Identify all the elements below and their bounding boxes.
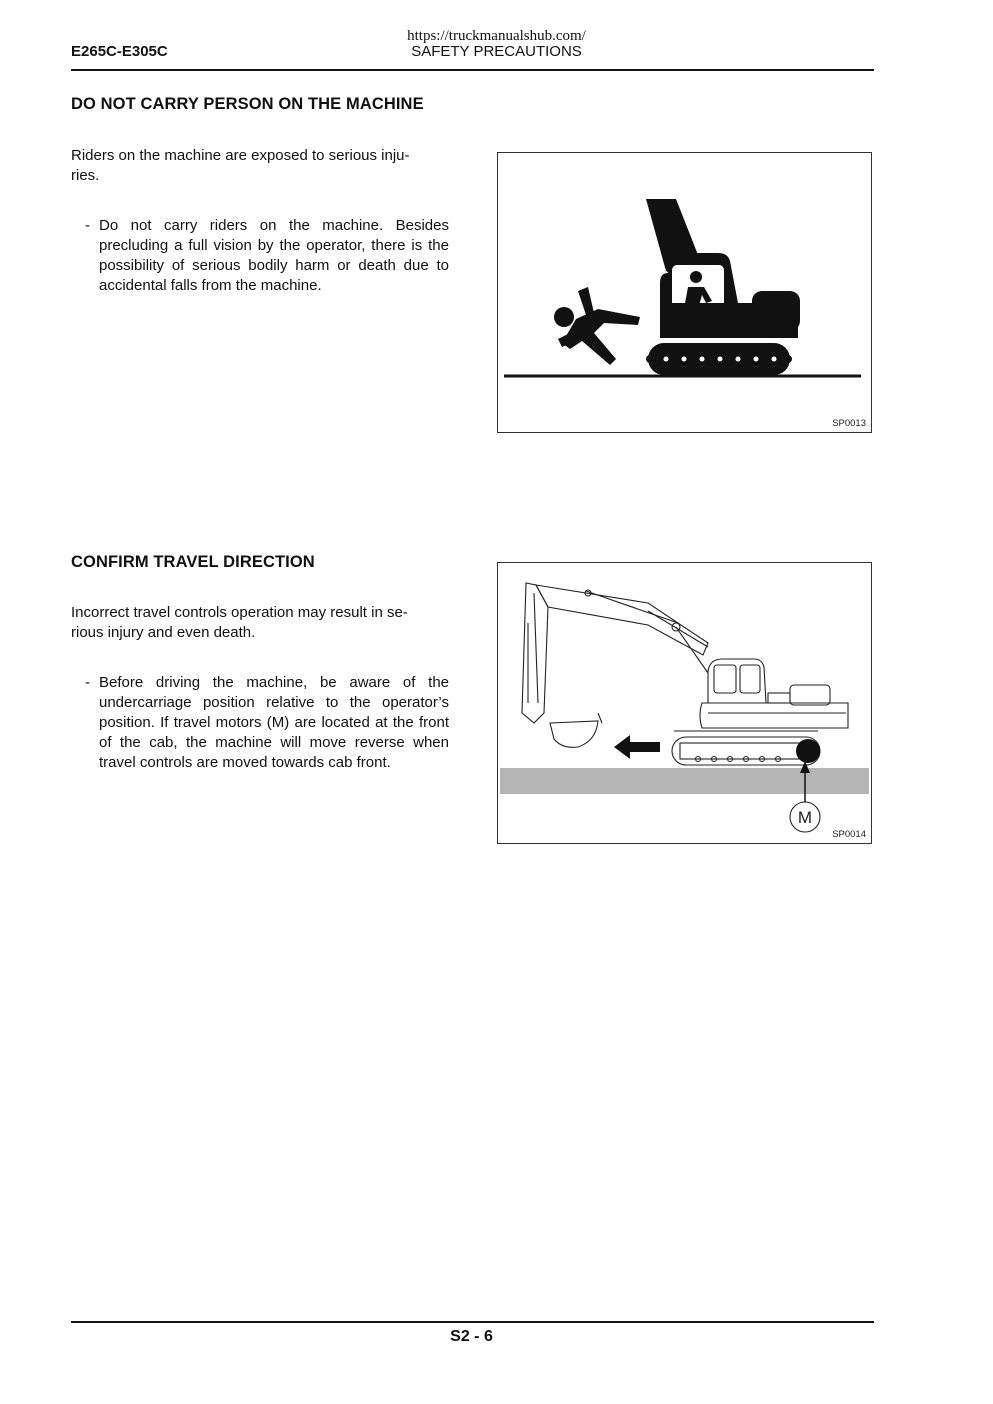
bullet-text: Do not carry riders on the machine. Besides precluding a full vision by the operator, there is the possibility of serious bodily harm or death due to accidental falls from the machine. (99, 217, 449, 294)
bullet-text: Before driving the machine, be aware of the undercarriage position relative to the operator’s position. If travel motors (M) are located at the front of the cab, the machine will move reverse when travel controls are moved towards cab front. (99, 674, 449, 771)
motor-label: M (797, 808, 813, 827)
page-number: S2 - 6 (450, 1328, 493, 1345)
source-url: https://truckmanualshub.com/ (407, 28, 586, 44)
bullet-dash: - (85, 674, 90, 691)
section-heading-travel: CONFIRM TRAVEL DIRECTION (71, 553, 315, 571)
section-intro-riders: Riders on the machine are exposed to serious inju- ries. (71, 147, 410, 184)
figure-no-riders (497, 152, 872, 433)
bullet-dash: - (85, 217, 90, 234)
bullet-item-travel (85, 673, 449, 773)
model-code: E265C-E305C (71, 43, 168, 60)
figure-code: SP0013 (832, 418, 866, 429)
figure-travel-direction (497, 562, 872, 844)
excavator-travel-illustration (498, 563, 871, 843)
excavator-fall-illustration (498, 153, 871, 432)
header-rule (71, 69, 874, 71)
bullet-item-riders (85, 216, 449, 296)
section-intro-travel: Incorrect travel controls operation may result in se- rious injury and even death. (71, 604, 408, 641)
figure-code: SP0014 (832, 829, 866, 840)
footer-rule (71, 1321, 874, 1323)
section-heading-riders: DO NOT CARRY PERSON ON THE MACHINE (71, 95, 424, 113)
header-section-title: SAFETY PRECAUTIONS (411, 43, 582, 60)
